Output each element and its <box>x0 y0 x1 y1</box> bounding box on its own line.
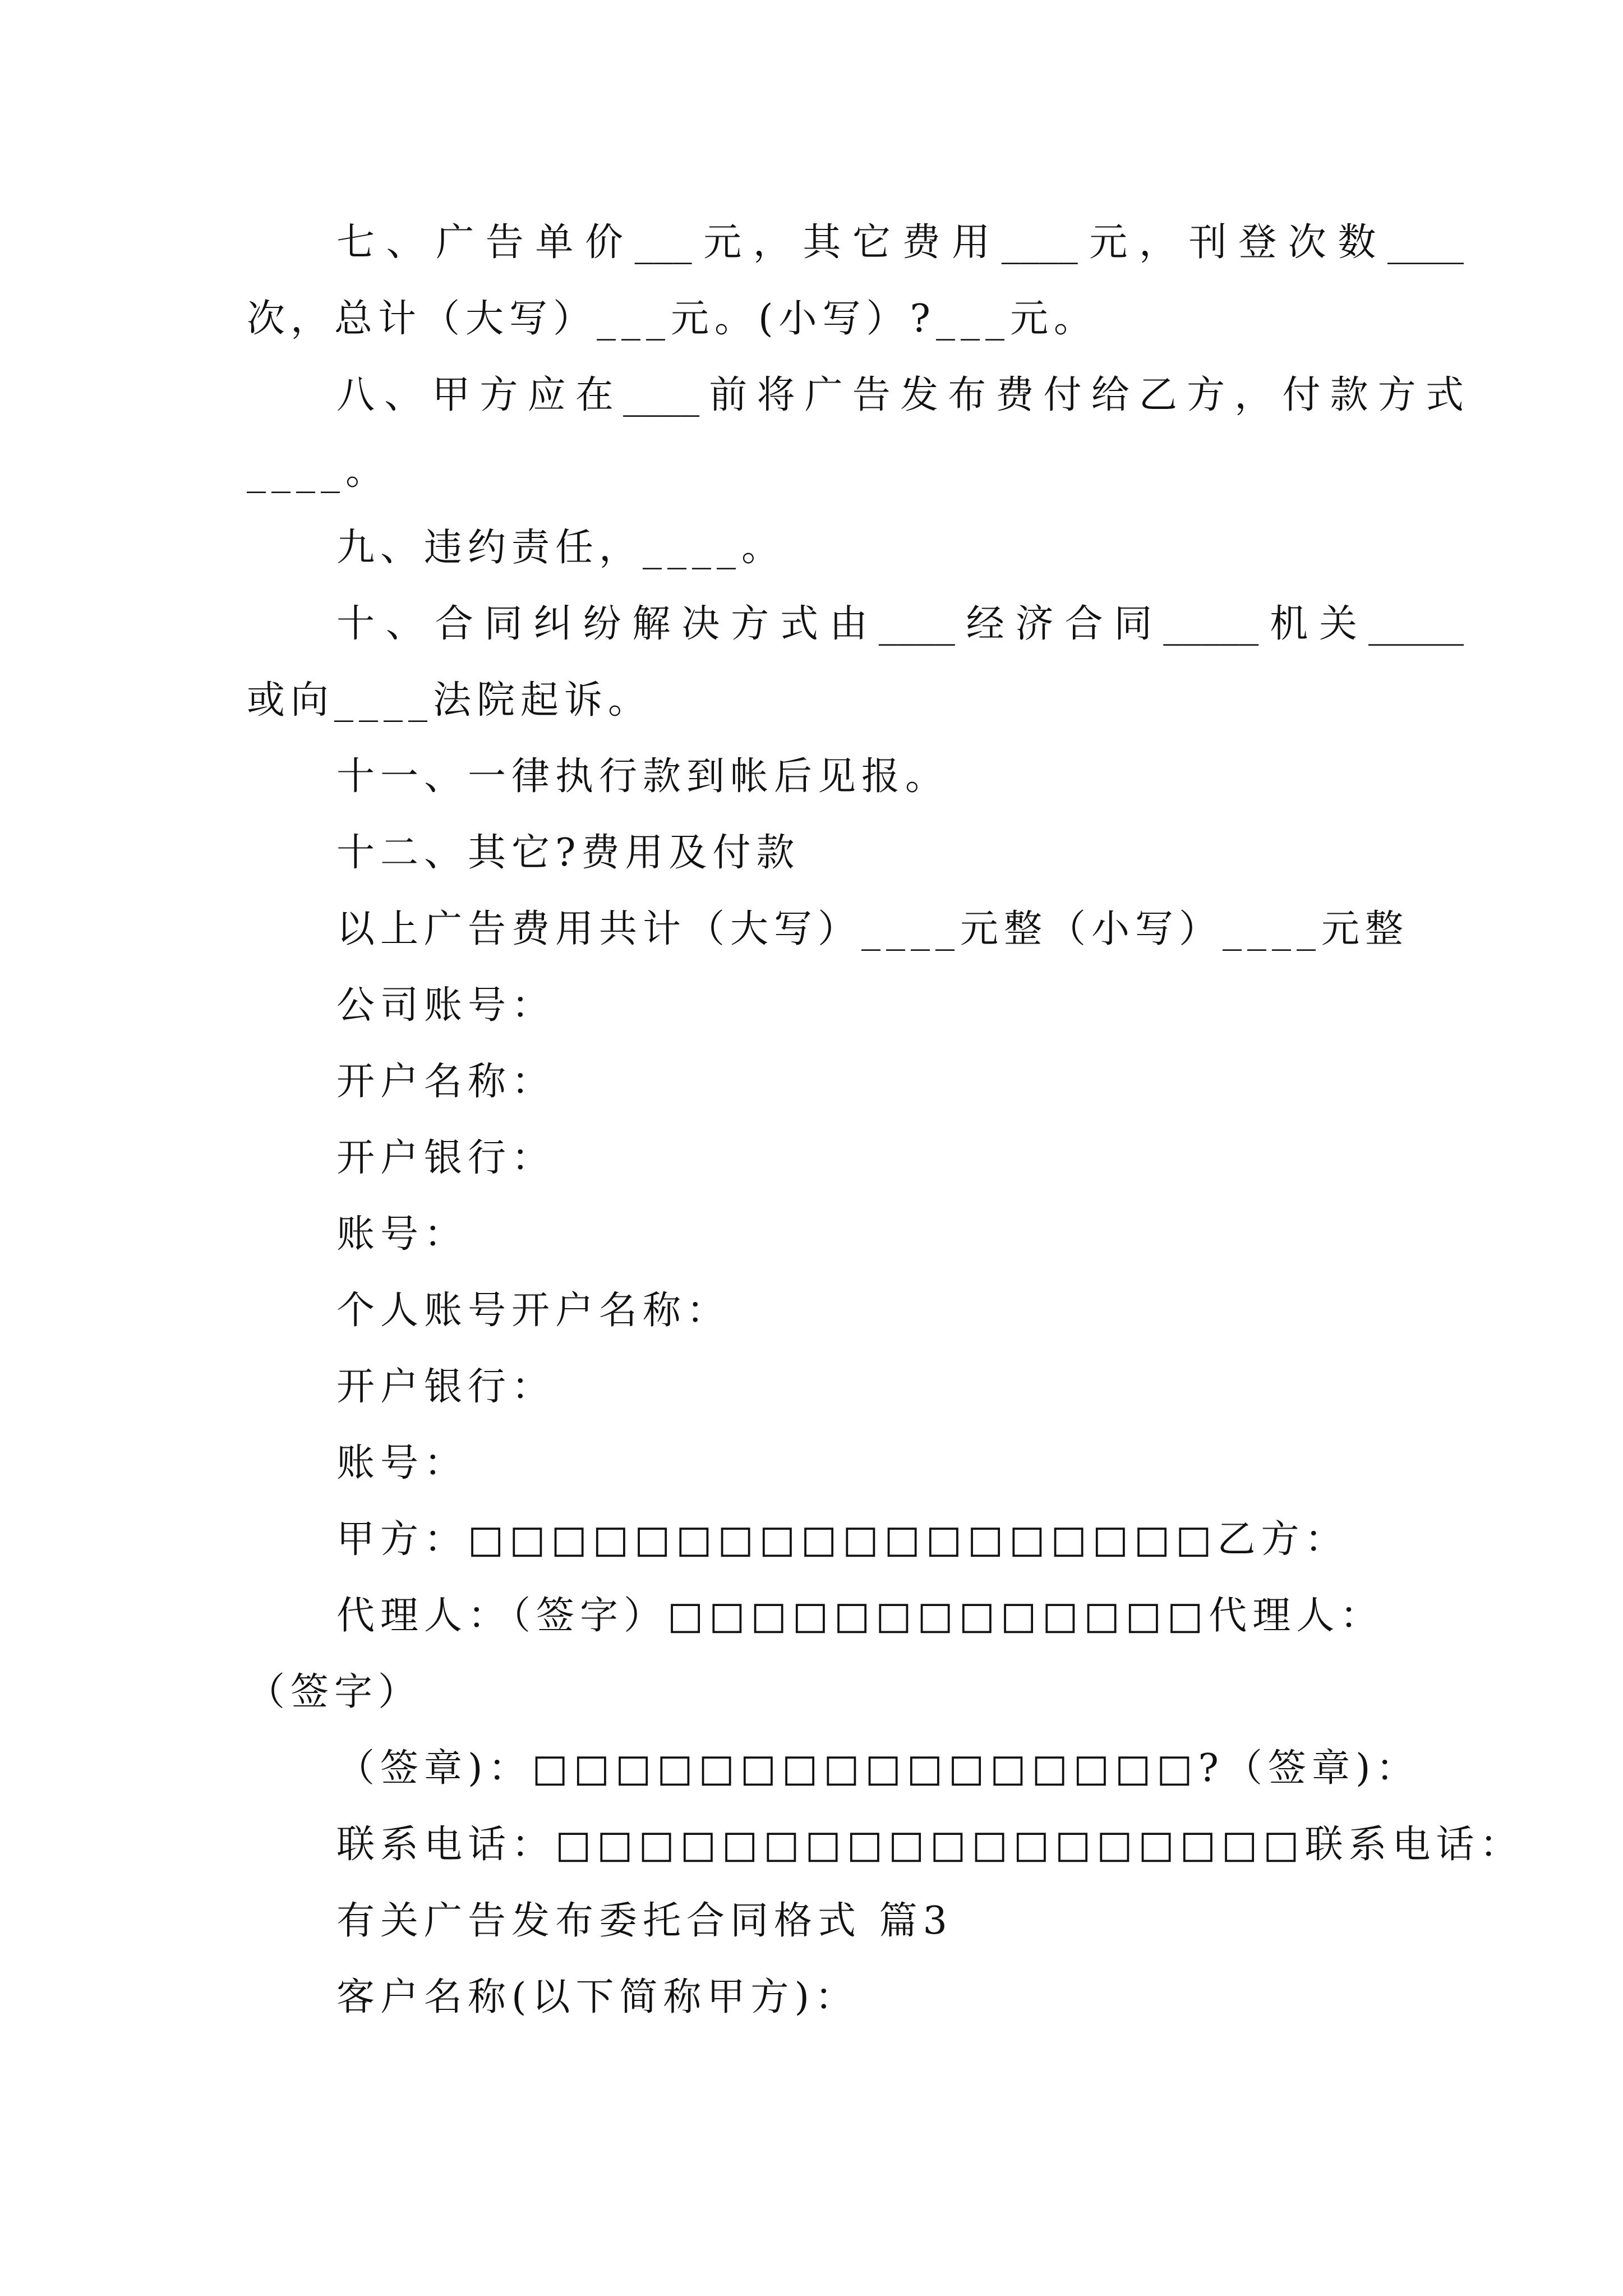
personal-bank-label: 开户银行： <box>336 1365 556 1409</box>
agent-signature-line: 代理人：（签字）□□□□□□□□□□□□□代理人： <box>336 1594 1384 1638</box>
clause-eight-line-1: 八、甲方应在____前将广告发布费付给乙方，付款方式 <box>336 373 1464 417</box>
clause-eight-line-2: ____。 <box>247 449 390 494</box>
clause-eleven: 十一、一律执行款到帐后见报。 <box>336 754 949 799</box>
clause-nine: 九、违约责任，____。 <box>336 526 786 570</box>
section-heading: 有关广告发布委托合同格式 篇3 <box>336 1899 953 1943</box>
seal-line: （签章)：□□□□□□□□□□□□□□□□?（签章)： <box>336 1746 1420 1791</box>
phone-line: 联系电话：□□□□□□□□□□□□□□□□□□联系电话： <box>336 1823 1524 1867</box>
fee-total-line: 以上广告费用共计（大写）____元整（小写）____元整 <box>336 907 1409 951</box>
agent-signature-line-2: （签字） <box>247 1670 422 1714</box>
personal-account-name-label: 个人账号开户名称： <box>336 1289 731 1333</box>
clause-ten-line-1: 十、合同纠纷解决方式由____经济合同_____机关_____ <box>336 602 1464 646</box>
client-name-label: 客户名称(以下简称甲方)： <box>336 1975 859 2019</box>
clause-twelve: 十二、其它?费用及付款 <box>336 831 800 875</box>
party-signature-line: 甲方：□□□□□□□□□□□□□□□□□□乙方： <box>336 1517 1349 1562</box>
clause-seven-line-2: 次，总计（大写）___元。(小写）?___元。 <box>247 297 1098 341</box>
bank-label: 开户银行： <box>336 1136 556 1180</box>
company-account-label: 公司账号： <box>336 983 556 1028</box>
account-number-label: 账号： <box>336 1212 468 1257</box>
clause-seven-line-1: 七、广告单价___元，其它费用____元，刊登次数____ <box>336 220 1464 265</box>
personal-account-number-label: 账号： <box>336 1441 468 1485</box>
account-name-label: 开户名称： <box>336 1060 556 1104</box>
clause-ten-line-2: 或向____法院起诉。 <box>247 678 652 723</box>
